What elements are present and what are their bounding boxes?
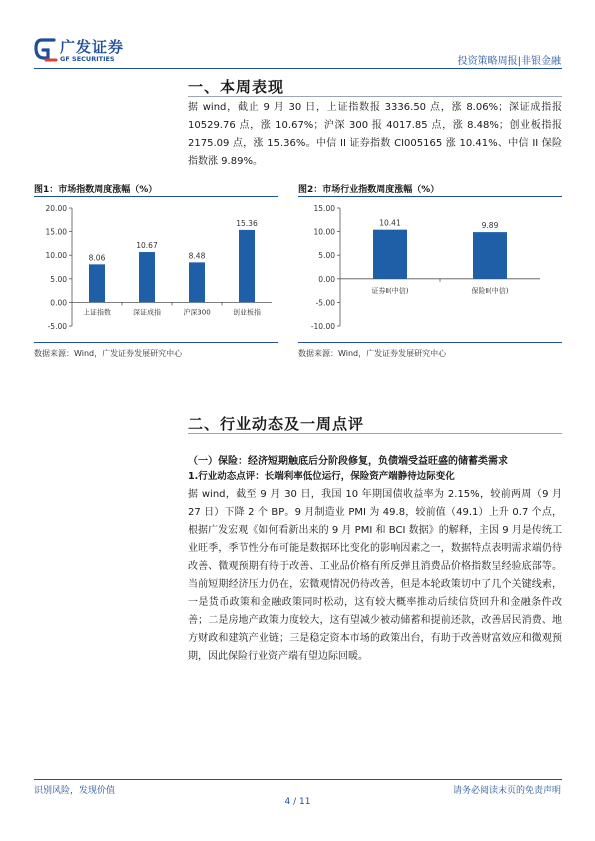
figure2-title-rule [298,196,562,197]
bar-value-label: 15.36 [236,218,258,228]
y-tick-label: -5.00 [47,322,67,331]
y-tick-label: -5.00 [315,298,335,308]
bar [189,262,205,302]
x-category-label: 保险Ⅱ(中信) [471,286,509,295]
x-category-label: 上证指数 [83,308,111,317]
y-tick-label: 0.00 [50,298,67,308]
section-title-weekly-performance: 一、本周表现 [188,78,285,96]
x-category-label: 证券Ⅱ(中信) [371,286,409,295]
bar [473,232,507,279]
y-tick-label: 0.00 [318,274,335,284]
bar-value-label: 10.41 [379,218,401,228]
section-title-rule [188,96,562,97]
figure2-title: 图2：市场行业指数周度涨幅（%） [298,185,440,195]
figure1-title-rule [34,196,278,197]
bar [89,264,105,302]
bar [373,230,407,279]
section2-paragraph [188,486,562,666]
section1-text: 据 wind，截止 9 月 30 日，上证指数报 3336.50 点，涨 8.06%；深证成指报 10529.76 点，涨 10.67%；沪深 300 报 4017.85 点，涨 8.48%；创业板指报 2175.09 点，涨 15.36%。中信 II 证券指数 CI005165 涨 10.41%、中信 II 保险指数涨 9.89%。 [188,102,562,167]
x-category-label: 深证成指 [133,308,161,317]
y-tick-label: 15.00 [313,204,335,213]
y-tick-label: 5.00 [318,251,335,261]
footer-slogan: 识别风险，发现价值 [34,786,116,796]
footer-divider [34,779,562,780]
footer-disclaimer-note: 请务必阅读末页的免责声明 [452,786,561,796]
page-number: 4 / 11 [284,797,311,807]
figure2-chart [298,198,562,336]
section1-paragraph [188,99,562,171]
logo-mark-icon [34,36,58,64]
y-tick-label: 10.00 [313,227,335,237]
y-tick-label: 5.00 [50,274,67,284]
bar-value-label: 8.06 [88,253,106,263]
figure1-bottom-rule [34,342,278,343]
section2-text: 据 wind，截至 9 月 30 日，我国 10 年期国债收益率为 2.15%，较前两周（9 月 27 日）下降 2 个 BP。9 月制造业 PMI 为 49.8，较前值（49.1）上升 0.7 个点，根据广发宏观《如何看新出来的 9 月 PMI 和 BCI 数据》的解释，主因 9 月是传统工业旺季，季节性分布可能是数据环比变化的影响因素之一，数据特点表明需求端仍待改善、微观预期有待于改善、工业品价格有所反弹且消费品价格指数呈经验底部等。当前短期经济压力仍在，宏微观情况仍待改善，但是本轮政策切中了几个关键线索，一是货币政策和金融政策同时松动，这有较大概率推动后续信贷回升和金融条件改善；二是房地产政策力度较大，这有望减少被动储蓄和提前还款，改善居民消费、地方财政和建筑产业链；三是稳定资本市场的政策出台，有助于改善财富效应和微观预期，因此保险行业资产端有望边际回暖。 [188,489,562,662]
section2-title-rule [188,433,562,434]
x-category-label: 沪深300 [183,308,211,317]
bar-value-label: 9.89 [481,221,499,231]
y-tick-label: 20.00 [45,204,67,213]
bar-value-label: 10.67 [136,241,158,251]
bar [239,230,255,302]
figure2-source: 数据来源：Wind，广发证券发展研究中心 [298,349,447,358]
y-tick-label: 10.00 [45,251,67,261]
y-tick-label: 15.00 [45,227,67,237]
figure1-title: 图1：市场指数周度涨幅（%） [34,185,158,195]
figure1-source: 数据来源：Wind，广发证券发展研究中心 [34,349,183,358]
figure1-chart [34,198,280,336]
header-divider [34,68,562,69]
bar [139,252,155,302]
x-category-label: 创业板指 [233,308,261,317]
y-tick-label: -10.00 [310,322,335,331]
logo-text-cn: 广发证券 [60,38,125,56]
section-title-industry-dynamics: 二、行业动态及一周点评 [188,415,365,433]
bar-value-label: 8.48 [188,251,206,261]
figure2-bottom-rule [298,342,562,343]
dynamics-subheading: 1.行业动态点评：长端利率低位运行，保险资产端静待边际变化 [188,471,455,482]
logo-text-en: GF SECURITIES [60,55,115,63]
insurance-subtitle: （一）保险：经济短期触底后分阶段修复，负债端受益旺盛的储蓄类需求 [188,456,508,467]
report-type: 投资策略周报|非银金融 [457,56,561,67]
